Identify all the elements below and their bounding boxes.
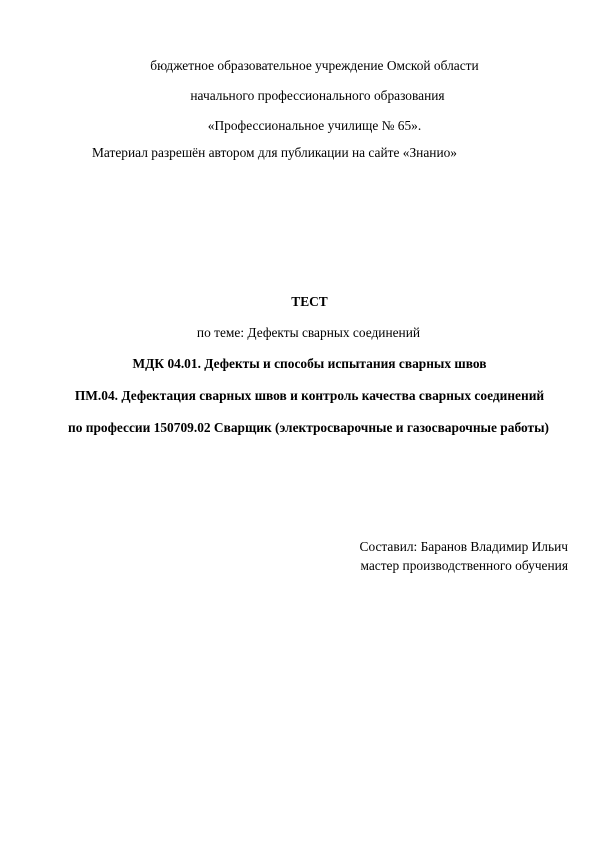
author-position: мастер производственного обучения [360, 558, 568, 573]
profession-line: по профессии 150709.02 Сварщик (электросварочные и газосварочные работы) [68, 420, 549, 435]
author-name: Составил: Баранов Владимир Ильич [359, 539, 568, 554]
institution-level-line: начального профессионального образования [190, 88, 445, 103]
institution-title-line: «Профессиональное училище № 65». [207, 118, 422, 133]
pm-line: ПМ.04. Дефектация сварных швов и контроль качества сварных соединений [74, 388, 545, 403]
institution-name-line: бюджетное образовательное учреждение Омской области [150, 58, 479, 73]
document-title: ТЕСТ [291, 294, 328, 309]
mdk-line: МДК 04.01. Дефекты и способы испытания сварных швов [132, 356, 487, 371]
test-topic: по теме: Дефекты сварных соединений [196, 325, 421, 340]
permission-notice: Материал разрешён автором для публикации на сайте «Знанио» [92, 145, 458, 160]
